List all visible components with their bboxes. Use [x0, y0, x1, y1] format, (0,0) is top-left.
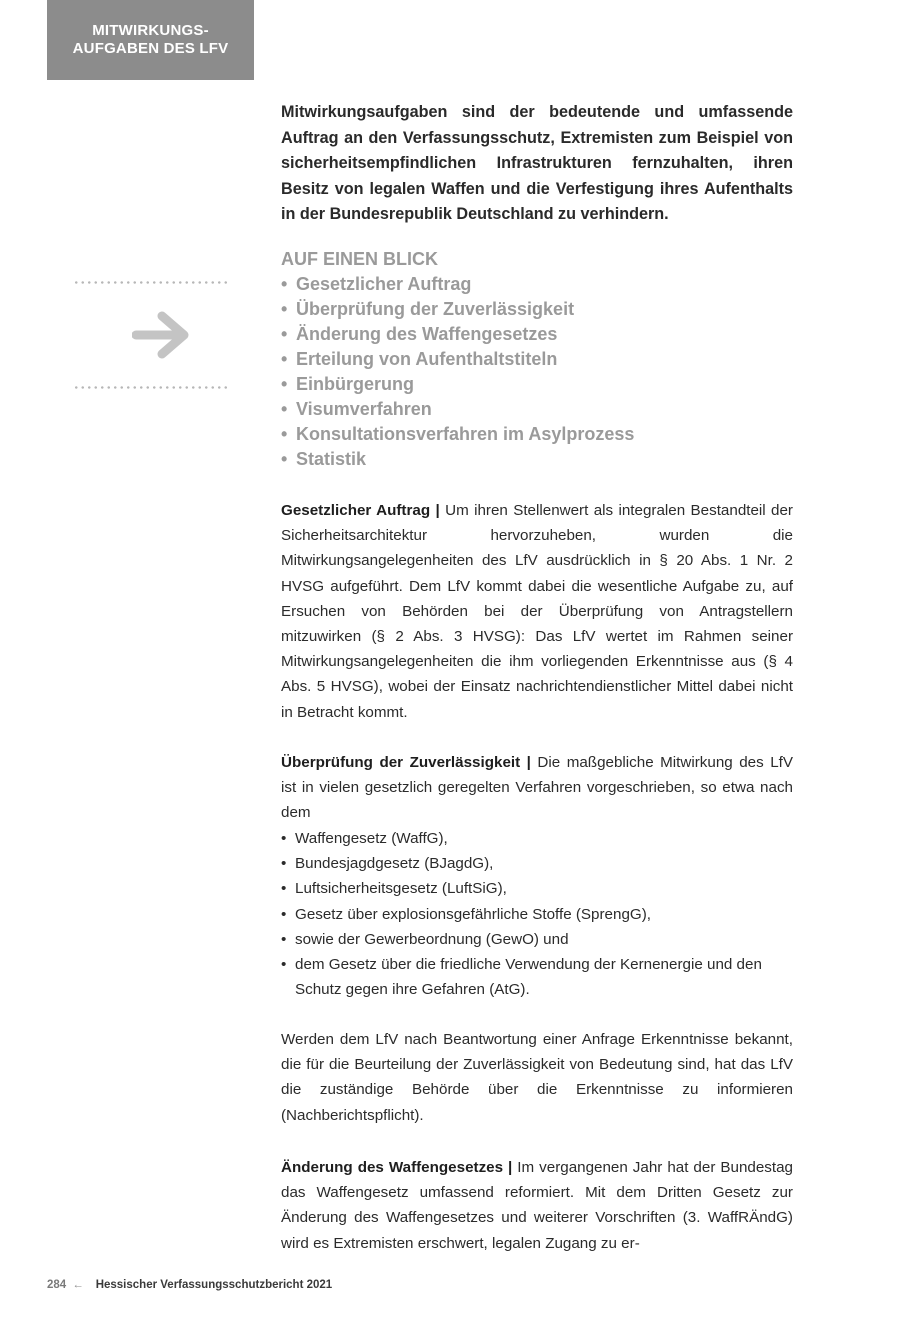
section-tab — [47, 0, 254, 80]
dotted-divider-bottom — [73, 386, 228, 389]
at-a-glance-list — [281, 272, 793, 472]
glance-item-residence: • Erteilung von Aufenthaltstiteln — [281, 349, 558, 369]
paragraph-followup-reporting: Werden dem LfV nach Beantwortung einer Anfrage Erkenntnisse bekannt, die für die Beurteilung der Zuverlässigkeit von Bedeutung sind, hat das LfV die zuständige Behörde über die Erkenntnisse zu informieren (Nachberichtspflicht). — [281, 1031, 793, 1124]
law-item: • Bundesjagdgesetz (BJagdG), — [281, 855, 494, 873]
section-tab-line2: AUFGABEN DES LFV — [72, 40, 229, 57]
heading-weapons-law: Änderung des Waffengesetzes | — [281, 1159, 513, 1176]
glance-item-legal: • Gesetzlicher Auftrag — [281, 274, 472, 294]
dotted-divider-top — [73, 281, 228, 284]
at-a-glance-box — [281, 247, 793, 472]
glance-item-statistics: • Statistik — [281, 449, 367, 469]
at-a-glance-title: AUF EINEN BLICK — [281, 249, 438, 269]
glance-item-reliability: • Überprüfung der Zuverlässigkeit — [281, 299, 575, 319]
heading-legal-mandate: Gesetzlicher Auftrag | — [281, 502, 440, 519]
law-item: • dem Gesetz über die friedliche Verwendung der Kernenergie und den Schutz gegen ihre Gefahren (AtG). — [281, 956, 762, 999]
arrow-right-icon — [132, 310, 194, 360]
intro-paragraph: Mitwirkungsaufgaben sind der bedeutende und umfassende Auftrag an den Verfassungsschutz, Extremisten zum Beispiel von sicherheitsempfindlichen Infrastrukturen fernzuhalten, ihren Besitz von legalen Waffen und die Verfestigung ihres Aufenthalts in der Bundesrepublik Deutschland zu verhindern. — [281, 103, 793, 223]
paragraph-weapons-law: Änderung des Waffengesetzes | Im vergangenen Jahr hat der Bundestag das Waffengesetz umfassend reformiert. Mit dem Dritten Gesetz zur Änderung des Waffengesetzes und weiterer Vorschriften (3. WaffRÄndG) wird es Extremisten erschwert, legalen Zugang zu er- — [281, 1159, 793, 1252]
heading-reliability: Überprüfung der Zuverlässigkeit | — [281, 754, 531, 771]
glance-item-weapons-law: • Änderung des Waffengesetzes — [281, 324, 558, 344]
section-tab-line1: MITWIRKUNGS- — [92, 22, 209, 39]
publication-title: Hessischer Verfassungsschutzbericht 2021 — [95, 1279, 333, 1291]
arrow-left-icon[interactable]: ← — [72, 1279, 84, 1291]
glance-item-naturalization: • Einbürgerung — [281, 374, 414, 394]
law-item: • sowie der Gewerbeordnung (GewO) und — [281, 930, 569, 948]
glance-item-visa: • Visumverfahren — [281, 399, 432, 419]
law-item: • Gesetz über explosionsgefährliche Stoffe (SprengG), — [281, 905, 651, 923]
glance-item-asylum: • Konsultationsverfahren im Asylprozess — [281, 424, 635, 444]
law-item: • Luftsicherheitsgesetz (LuftSiG), — [281, 880, 507, 898]
law-item: • Waffengesetz (WaffG), — [281, 830, 448, 847]
page-number: 284 — [47, 1279, 67, 1291]
law-list — [281, 826, 793, 1002]
paragraph-reliability: Überprüfung der Zuverlässigkeit | Die maßgebliche Mitwirkung des LfV ist in vielen gesetzlich geregelten Verfahren vorgeschrieben, so etwa nach dem — [281, 754, 793, 822]
paragraph-legal-mandate: Gesetzlicher Auftrag | Um ihren Stellenwert als integralen Bestandteil der Sicherheitsarchitektur hervorzuheben, wurden die Mitwirkungsangelegenheiten des LfV ausdrücklich in § 20 Abs. 1 Nr. 2 HVSG aufgeführt. Dem LfV kommt dabei die wesentliche Aufgabe zu, auf Ersuchen von Behörden bei der Überprüfung von Antragstellern mitzuwirken (§ 2 Abs. 3 HVSG): Das LfV wertet im Rahmen seiner Mitwirkungsangelegenheiten die ihm vorliegenden Erkenntnisse aus (§ 4 Abs. 5 HVSG), wobei der Einsatz nachrichtendienstlicher Mittel dabei nicht in Betracht kommt. — [281, 502, 793, 721]
page-footer — [47, 1279, 332, 1291]
